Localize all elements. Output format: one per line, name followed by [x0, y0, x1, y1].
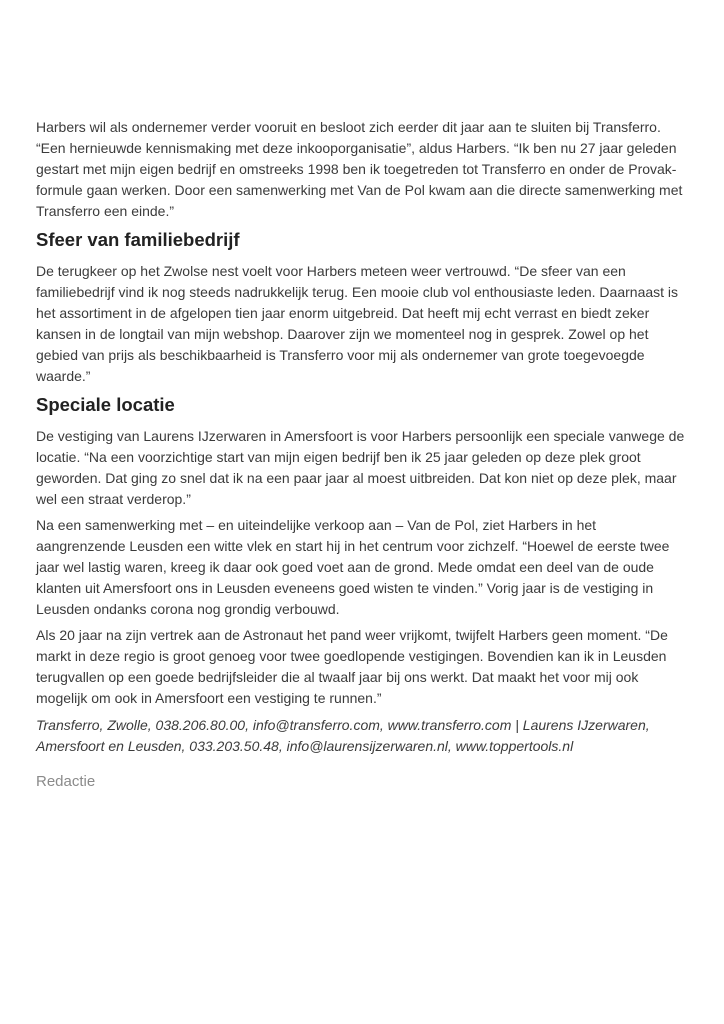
speciale-locatie-paragraph-1: De vestiging van Laurens IJzerwaren in Amersfoort is voor Harbers persoonlijk een speciale vanwege de locatie. “Na een voorzichtige start van mijn eigen bedrijf ben ik 25 jaar geleden op deze plek groot geworden. Dat ging zo snel dat ik na een paar jaar al moest uitbreiden. Dat kon niet op deze plek, maar wel een straat verderop.”: [36, 428, 685, 507]
article-content: [36, 117, 688, 792]
speciale-locatie-paragraph-3: Als 20 jaar na zijn vertrek aan de Astronaut het pand weer vrijkomt, twijfelt Harbers geen moment. “De markt in deze regio is groot genoeg voor twee goedlopende vestigingen. Bovendien kan ik in Leusden terugvallen op een goede bedrijfsleider die al twaalf jaar bij ons werkt. Dat maakt het voor mij ook mogelijk om ook in Amersfoort een vestiging te runnen.”: [36, 627, 668, 706]
speciale-locatie-paragraph-2: Na een samenwerking met – en uiteindelijke verkoop aan – Van de Pol, ziet Harbers in het aangrenzende Leusden een witte vlek en start hij in het centrum voor zichzelf. “Hoewel de eerste twee jaar wel lastig waren, kreeg ik daar ook goed voet aan de grond. Mede omdat een deel van de oude klanten uit Amersfoort ons in Leusden eveneens goed wisten te vinden.” Vorig jaar is de vestiging in Leusden ondanks corona nog grondig verbouwd.: [36, 517, 670, 617]
contact-info-line: Transferro, Zwolle, 038.206.80.00, info@transferro.com, www.transferro.com | Laurens IJzerwaren, Amersfoort en Leusden, 033.203.50.48, info@laurensijzerwaren.nl, www.toppertools.nl: [36, 717, 650, 754]
section-heading-speciale-locatie: Speciale locatie: [36, 394, 175, 415]
sfeer-paragraph: De terugkeer op het Zwolse nest voelt voor Harbers meteen weer vertrouwd. “De sfeer van een familiebedrijf vind ik nog steeds nadrukkelijk terug. Een mooie club vol enthousiaste leden. Daarnaast is het assortiment in de afgelopen tien jaar enorm uitgebreid. Dat heeft mij echt verrast en biedt zeker kansen in de longtail van mijn webshop. Daarover zijn we momenteel nog in gesprek. Zowel op het gebied van prijs als beschikbaarheid is Transferro voor mij als ondernemer van grote toegevoegde waarde.”: [36, 263, 679, 384]
byline-redactie: Redactie: [36, 773, 96, 790]
section-heading-sfeer-van-familiebedrijf: Sfeer van familiebedrijf: [36, 229, 240, 250]
intro-paragraph: Harbers wil als ondernemer verder vooruit en besloot zich eerder dit jaar aan te sluiten bij Transferro. “Een hernieuwde kennismaking met deze inkooporganisatie”, aldus Harbers. “Ik ben nu 27 jaar geleden gestart met mijn eigen bedrijf en omstreeks 1998 ben ik toegetreden tot Transferro en onder de Provak-formule gaan werken. Door een samenwerking met Van de Pol kwam aan die directe samenwerking met Transferro een einde.”: [36, 119, 683, 219]
